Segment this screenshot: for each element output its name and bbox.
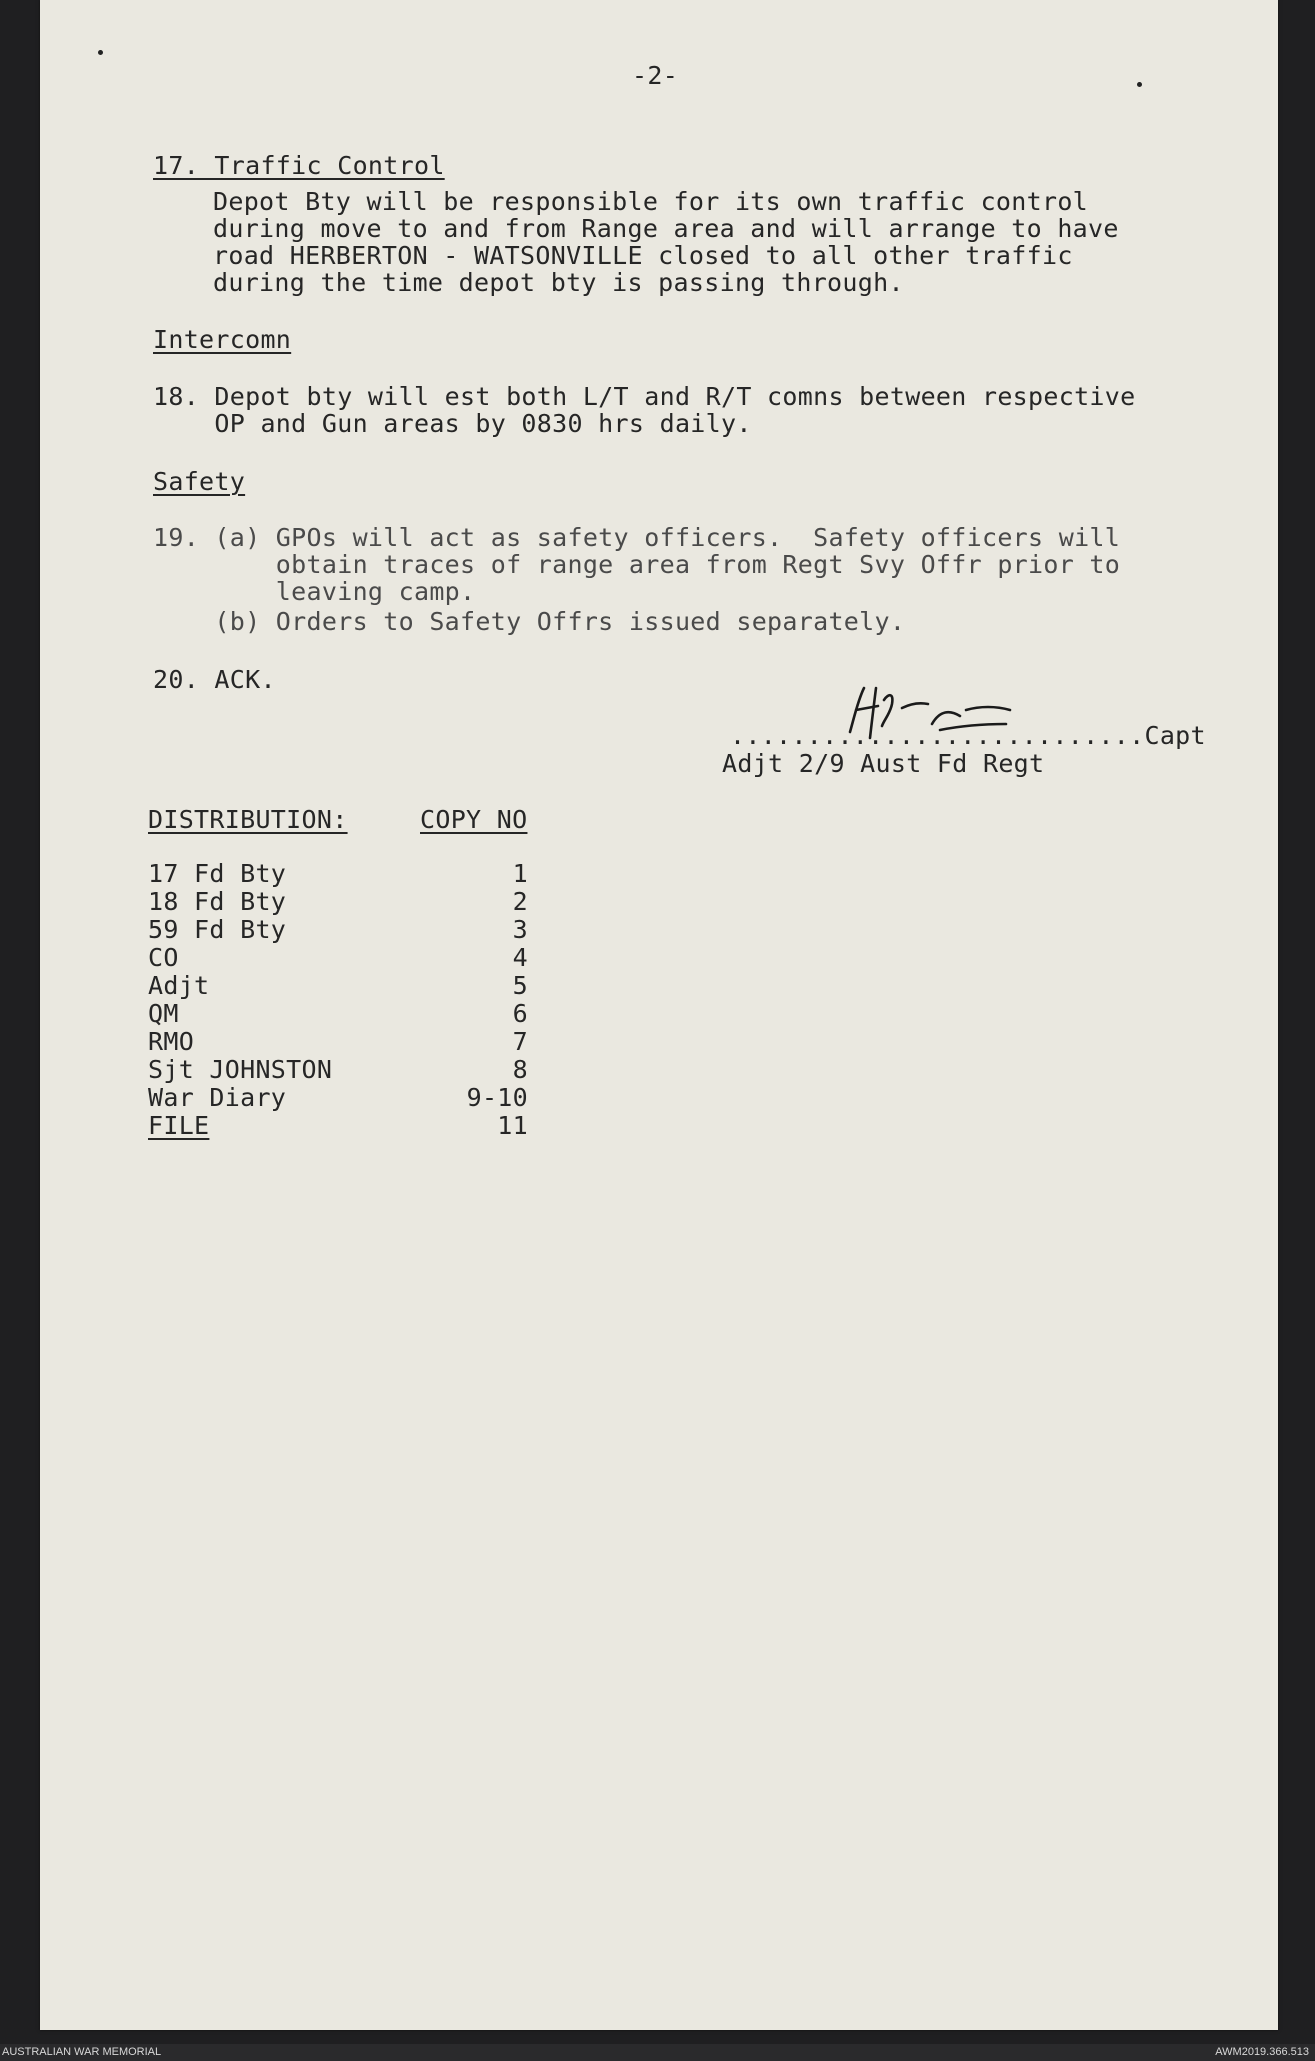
section-17-heading bbox=[153, 152, 445, 180]
distribution-copy: 9-10 bbox=[466, 1083, 528, 1112]
distribution-copy: 6 bbox=[512, 999, 528, 1028]
distribution-row bbox=[148, 1000, 528, 1028]
distribution-copy: 1 bbox=[512, 859, 528, 888]
signature-line: ...........................Capt bbox=[730, 721, 1206, 750]
distribution-row bbox=[148, 916, 528, 944]
section-17-line-4: during the time depot bty is passing through. bbox=[213, 268, 904, 297]
distribution-row bbox=[148, 1028, 528, 1056]
section-19-line-4: (b) Orders to Safety Offrs issued separately. bbox=[153, 607, 906, 636]
signature-title: Adjt 2/9 Aust Fd Regt bbox=[722, 749, 1045, 778]
safety-heading: Safety bbox=[153, 467, 246, 496]
distribution-name: Sjt JOHNSTON bbox=[148, 1055, 333, 1084]
page-number: -2- bbox=[632, 61, 679, 90]
distribution-row bbox=[148, 860, 528, 888]
distribution-name: 17 Fd Bty bbox=[148, 859, 287, 888]
intercomn-heading: Intercomn bbox=[153, 325, 292, 354]
distribution-copy: 8 bbox=[512, 1055, 528, 1084]
archive-name: AUSTRALIAN WAR MEMORIAL bbox=[2, 2046, 162, 2058]
section-18-line-2: OP and Gun areas by 0830 hrs daily. bbox=[153, 409, 752, 438]
document-page bbox=[40, 0, 1278, 2030]
copy-no-header: COPY NO bbox=[420, 805, 528, 834]
distribution-copy: 4 bbox=[512, 943, 528, 972]
distribution-name: CO bbox=[148, 943, 179, 972]
section-17-line-2: during move to and from Range area and will arrange to have bbox=[213, 214, 1119, 243]
distribution-name: 59 Fd Bty bbox=[148, 915, 287, 944]
distribution-row bbox=[148, 1112, 528, 1140]
section-18-line-1: 18. Depot bty will est both L/T and R/T comns between respective bbox=[153, 382, 1136, 411]
archive-footer bbox=[0, 2044, 1315, 2061]
section-19-line-2: obtain traces of range area from Regt Svy Offr prior to bbox=[153, 550, 1121, 579]
distribution-name: 18 Fd Bty bbox=[148, 887, 287, 916]
distribution-name: QM bbox=[148, 999, 179, 1028]
distribution-header: DISTRIBUTION: bbox=[148, 805, 348, 834]
distribution-copy: 7 bbox=[512, 1027, 528, 1056]
distribution-name: Adjt bbox=[148, 971, 210, 1000]
punch-mark-right bbox=[1137, 82, 1142, 87]
section-19-line-3: leaving camp. bbox=[153, 577, 476, 606]
distribution-row bbox=[148, 944, 528, 972]
distribution-row bbox=[148, 888, 528, 916]
distribution-row bbox=[148, 972, 528, 1000]
distribution-copy: 2 bbox=[512, 887, 528, 916]
distribution-row bbox=[148, 1084, 528, 1112]
section-17-line-3: road HERBERTON - WATSONVILLE closed to all other traffic bbox=[213, 241, 1073, 270]
distribution-name: War Diary bbox=[148, 1083, 287, 1112]
section-17-line-1: Depot Bty will be responsible for its own traffic control bbox=[213, 187, 1089, 216]
section-19-line-1: 19. (a) GPOs will act as safety officers. Safety officers will bbox=[153, 523, 1121, 552]
distribution-name: RMO bbox=[148, 1027, 195, 1056]
punch-mark-left bbox=[98, 50, 103, 55]
distribution-name: FILE bbox=[148, 1111, 210, 1140]
distribution-copy: 3 bbox=[512, 915, 528, 944]
distribution-copy: 5 bbox=[512, 971, 528, 1000]
section-17-heading-text: 17. Traffic Control bbox=[153, 151, 445, 180]
distribution-row bbox=[148, 1056, 528, 1084]
section-20-ack: 20. ACK. bbox=[153, 665, 276, 694]
distribution-copy: 11 bbox=[497, 1111, 528, 1140]
archive-reference: AWM2019.366.513 bbox=[1215, 2046, 1309, 2058]
